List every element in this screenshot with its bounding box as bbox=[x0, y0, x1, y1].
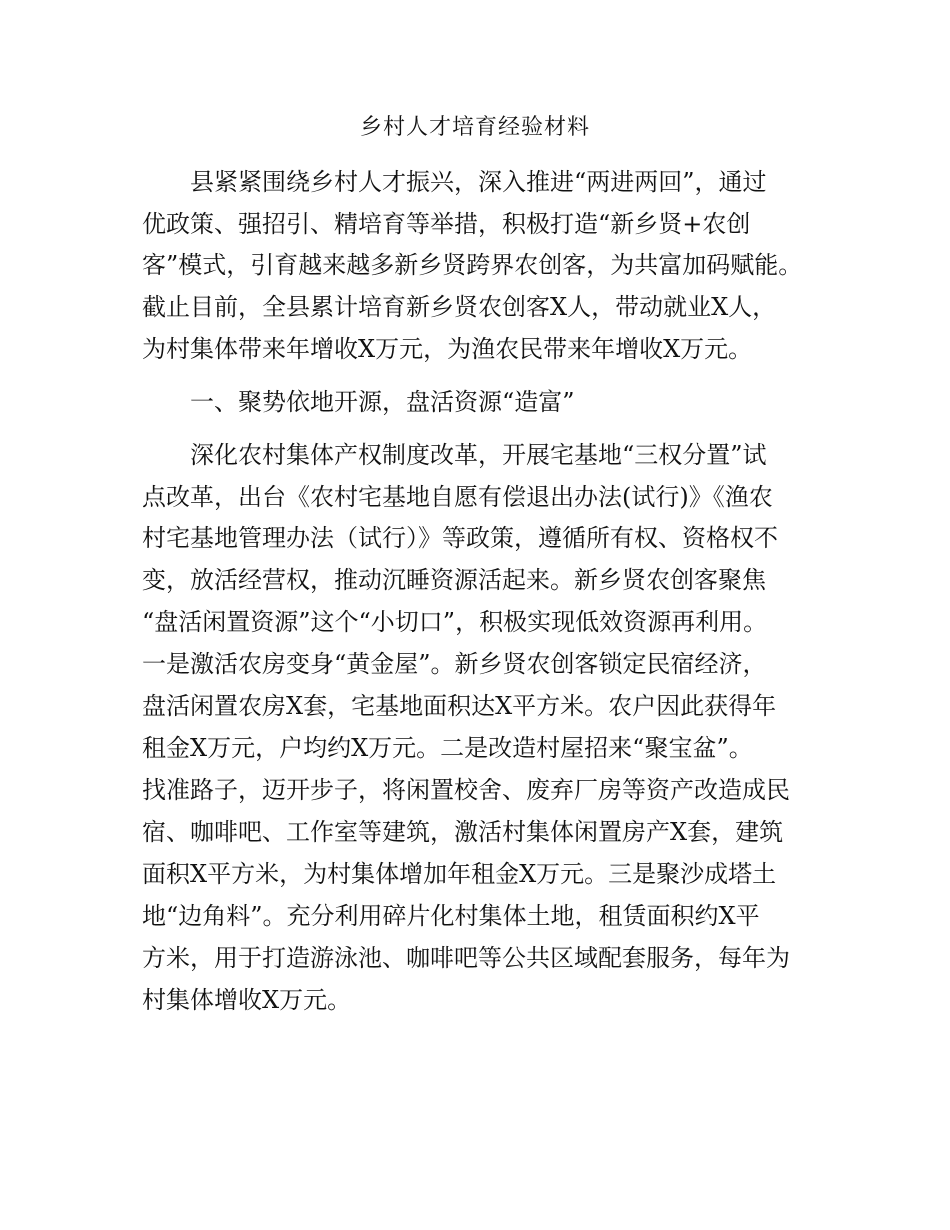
paragraph-2-line-4: 变，放活经营权，推动沉睡资源活起来。新乡贤农创客聚焦 bbox=[142, 566, 766, 594]
document-title: 乡村人才培育经验材料 bbox=[359, 115, 590, 140]
paragraph-2-line-1: 深化农村集体产权制度改革，开展宅基地“三权分置”试 bbox=[190, 441, 767, 469]
paragraph-1-line-3: 客”模式，引育越来越多新乡贤跨界农创客，为共富加码赋能。 bbox=[142, 251, 803, 279]
paragraph-2-line-11: 面积X平方米，为村集体增加年租金X万元。三是聚沙成塔土 bbox=[142, 860, 777, 888]
paragraph-2-line-7: 盘活闲置农房X套，宅基地面积达X平方米。农户因此获得年 bbox=[142, 692, 777, 720]
paragraph-2-line-3: 村宅基地管理办法（试行）》等政策，遵循所有权、资格权不 bbox=[142, 524, 778, 552]
paragraph-2-line-9: 找准路子，迈开步子，将闲置校舍、废弃厂房等资产改造成民 bbox=[142, 776, 790, 804]
paragraph-2-line-12: 地“边角料”。充分利用碎片化村集体土地，租赁面积约X平 bbox=[142, 902, 760, 930]
paragraph-2-line-6: 一是激活农房变身“黄金屋”。新乡贤农创客锁定民宿经济， bbox=[142, 650, 767, 678]
paragraph-1-line-1: 县紧紧围绕乡村人才振兴，深入推进“两进两回”，通过 bbox=[190, 168, 767, 196]
section-heading-1: 一、聚势依地开源，盘活资源“造富” bbox=[190, 388, 575, 416]
paragraph-2-line-14: 村集体增收X万元。 bbox=[142, 986, 352, 1014]
paragraph-2-line-8: 租金X万元，户均约X万元。二是改造村屋招来“聚宝盆”。 bbox=[142, 734, 753, 762]
paragraph-1-line-5: 为村集体带来年增收X万元，为渔农民带来年增收X万元。 bbox=[142, 335, 753, 363]
paragraph-2-line-10: 宿、咖啡吧、工作室等建筑，激活村集体闲置房产X套，建筑 bbox=[142, 818, 784, 846]
paragraph-2-line-13: 方米，用于打造游泳池、咖啡吧等公共区域配套服务，每年为 bbox=[142, 944, 790, 972]
paragraph-1-line-4: 截止目前，全县累计培育新乡贤农创客X人，带动就业X人， bbox=[142, 293, 777, 321]
paragraph-2-line-2: 点改革，出台《农村宅基地自愿有偿退出办法(试行)》《渔农 bbox=[142, 483, 773, 511]
paragraph-2-line-5: “盘活闲置资源”这个“小切口”，积极实现低效资源再利用。 bbox=[142, 608, 768, 636]
paragraph-1-line-2: 优政策、强招引、精培育等举措，积极打造“新乡贤+农创 bbox=[142, 210, 751, 238]
